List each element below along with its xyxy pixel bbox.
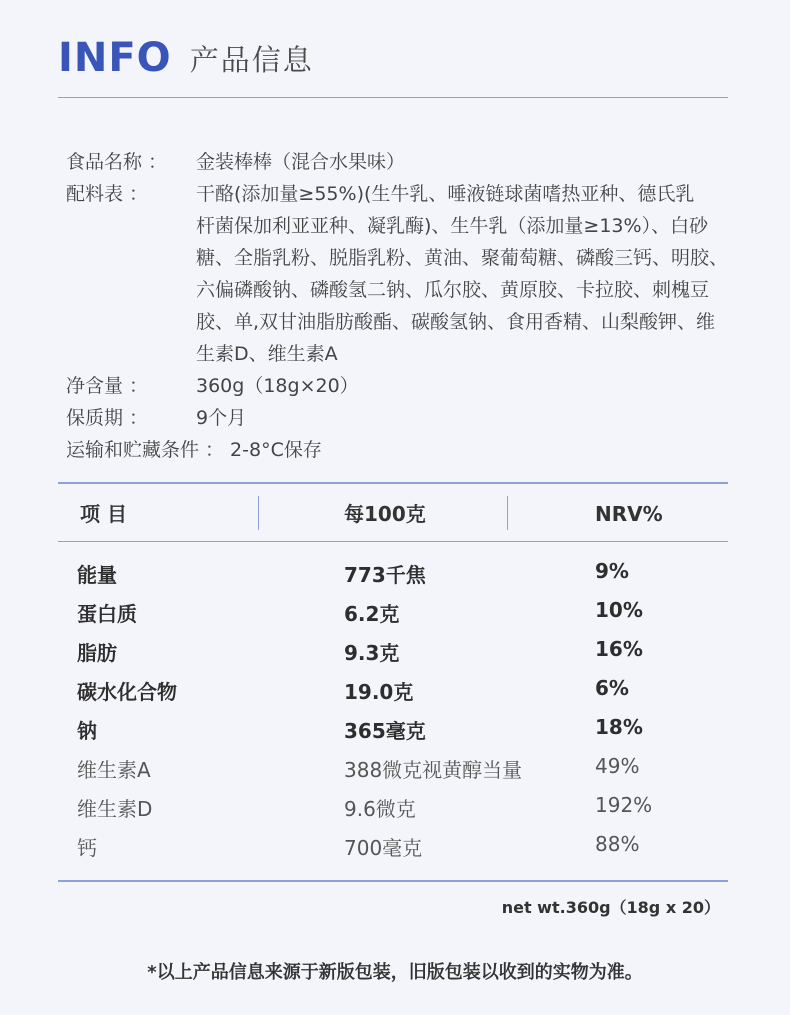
net-weight-label: net wt.360g（18g x 20） (501, 898, 720, 917)
page-header (58, 30, 314, 80)
info-label-shelf-life: 保质期 ： (66, 407, 149, 429)
cell-nrv: 10% (595, 598, 643, 622)
table-row (0, 832, 790, 871)
cell-nrv: 18% (595, 715, 643, 739)
cell-per100g: 9.6微克 (344, 797, 416, 821)
info-label-ingredients: 配料表 ： (66, 183, 149, 205)
info-row-name (66, 146, 732, 178)
table-row (0, 559, 790, 598)
cell-per100g: 9.3克 (344, 641, 400, 665)
cell-per100g: 19.0克 (344, 680, 414, 704)
ingredients-line: 六偏磷酸钠、磷酸氢二钠、瓜尔胶、黄原胶、卡拉胶、刺槐豆 (196, 279, 710, 301)
cell-per100g: 6.2克 (344, 602, 400, 626)
info-row-shelf-life (66, 402, 732, 434)
cell-item: 碳水化合物 (77, 680, 177, 704)
cell-per100g: 365毫克 (344, 719, 426, 743)
cell-item: 维生素D (77, 797, 153, 821)
ingredients-line: 杆菌保加利亚亚种、凝乳酶)、生牛乳（添加量≥13%）、白砂 (196, 215, 709, 237)
info-value-name: 金装棒棒（混合水果味） (196, 151, 406, 173)
ingredients-line: 糖、全脂乳粉、脱脂乳粉、黄油、聚葡萄糖、磷酸三钙、明胶、 (196, 247, 729, 269)
header-per100g: 每100克 (344, 502, 426, 526)
cell-per100g: 773千焦 (344, 563, 426, 587)
info-value-storage: 2-8°C保存 (230, 439, 322, 461)
cell-nrv: 88% (595, 832, 640, 856)
cell-nrv: 192% (595, 793, 653, 817)
info-row-net-content (66, 370, 732, 402)
info-row-ingredients (66, 178, 732, 370)
info-label-storage: 运输和贮藏条件 ： (66, 439, 225, 461)
info-value-net-content: 360g（18g×20） (196, 375, 359, 397)
ingredients-line: 干酪(添加量≥55%)(生牛乳、唾液链球菌嗜热亚种、德氏乳 (196, 183, 695, 205)
info-label-net-content: 净含量 ： (66, 375, 149, 397)
table-row (0, 598, 790, 637)
cell-item: 钠 (77, 719, 97, 743)
table-row (0, 637, 790, 676)
info-row-storage (66, 434, 732, 466)
cell-item: 脂肪 (77, 641, 117, 665)
footnote: *以上产品信息来源于新版包装，旧版包装以收到的实物为准。 (147, 962, 643, 983)
table-row (0, 754, 790, 793)
header-title-en: INFO (58, 35, 172, 81)
cell-item: 能量 (77, 563, 117, 587)
table-header-divider (58, 541, 728, 542)
cell-nrv: 49% (595, 754, 640, 778)
header-nrv: NRV% (595, 502, 663, 526)
ingredients-line: 胶、单,双甘油脂肪酸酯、碳酸氢钠、食用香精、山梨酸钾、维 (196, 311, 716, 333)
header-divider (58, 97, 728, 98)
product-info (66, 146, 732, 466)
header-column-divider (507, 496, 508, 530)
cell-per100g: 388微克视黄醇当量 (344, 758, 523, 782)
cell-item: 蛋白质 (77, 602, 137, 626)
cell-per100g: 700毫克 (344, 836, 423, 860)
cell-nrv: 16% (595, 637, 643, 661)
header-column-divider (258, 496, 259, 530)
nutrition-table-header (58, 494, 728, 534)
info-value-ingredients (196, 178, 732, 370)
cell-nrv: 9% (595, 559, 629, 583)
table-row (0, 715, 790, 754)
ingredients-line: 生素D、维生素A (196, 343, 338, 365)
cell-item: 钙 (77, 836, 97, 860)
table-row (0, 676, 790, 715)
info-label-name: 食品名称 ： (66, 151, 168, 173)
table-row (0, 793, 790, 832)
info-value-shelf-life: 9个月 (196, 407, 247, 429)
cell-nrv: 6% (595, 676, 629, 700)
header-title-zh: 产品信息 (189, 43, 314, 77)
table-top-divider (58, 482, 728, 484)
table-bottom-divider (58, 880, 728, 882)
header-item: 项 目 (80, 502, 127, 526)
cell-item: 维生素A (77, 758, 151, 782)
